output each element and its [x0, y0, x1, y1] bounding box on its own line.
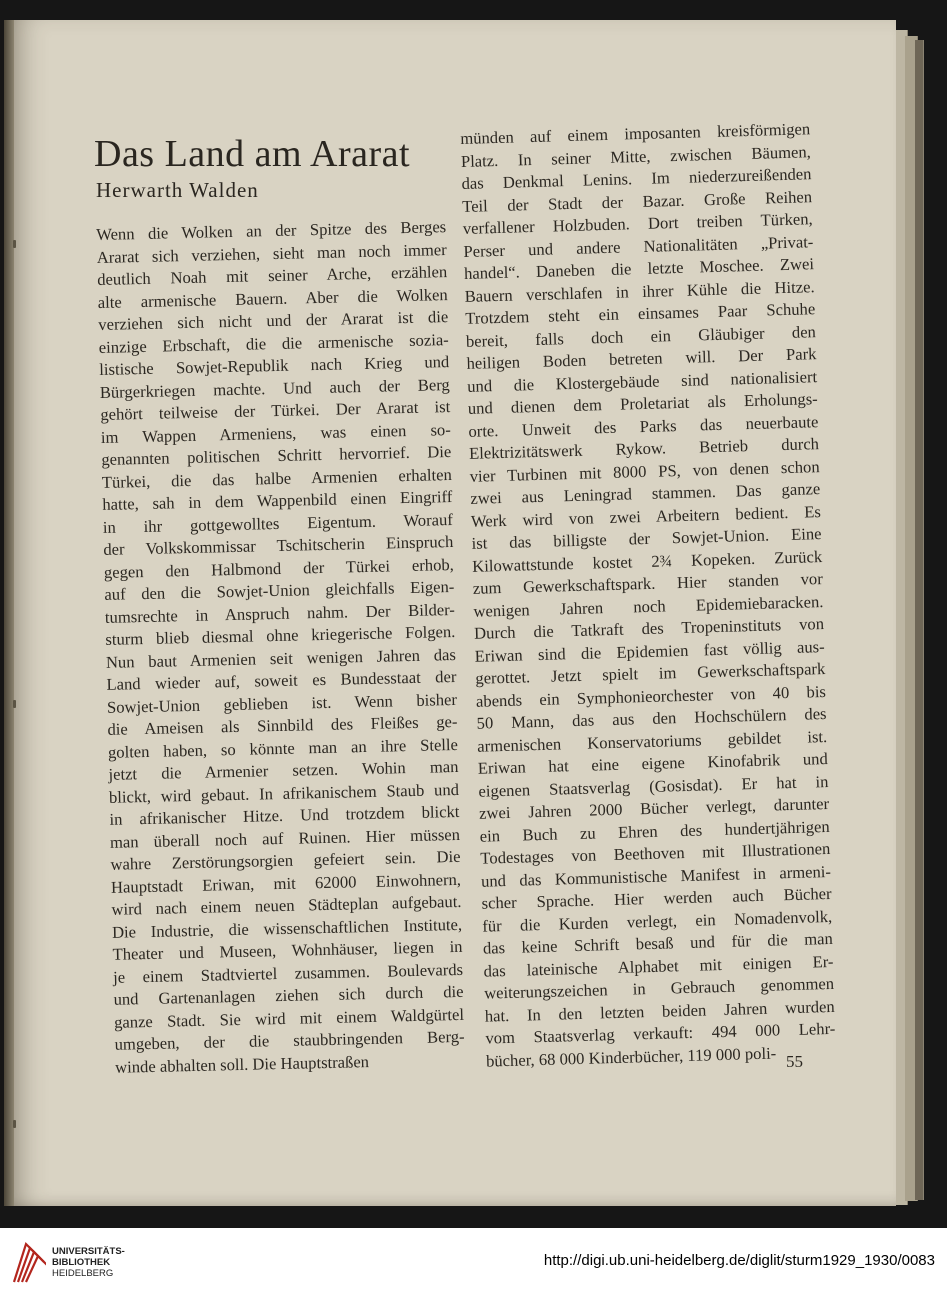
text-line: winde abhalten soll. Die Hauptstraßen: [114, 1051, 370, 1077]
text-line: Platz. In seiner Mitte, zwischen Bäumen,: [460, 141, 812, 171]
library-logo-text: [52, 1246, 125, 1279]
text-line: golten haben, so könnte man an ihre Stelle: [107, 734, 459, 762]
text-line: das lateinische Alphabet mit einigen Er-: [483, 951, 834, 981]
text-line: und dienen dem Proletariat als Erholungs-: [467, 389, 818, 418]
text-line: in ihr gottgewolltes Eigentum. Worauf: [102, 509, 453, 537]
text-line: eigenen Staatsverlag (Gosisdat). Er hat in: [478, 771, 829, 801]
text-line: zum Gewerkschaftspark. Hier standen vor: [472, 569, 823, 598]
text-line: gehört teilweise der Türkei. Der Ararat ist: [100, 397, 451, 424]
text-line: auf den die Sowjet-Union gleichfalls Eigen-: [104, 576, 455, 604]
text-line: jetzt die Armenier setzen. Wohin man: [108, 756, 459, 784]
text-line: verziehen sich nicht und der Ararat ist die: [98, 307, 449, 334]
text-line: Theater und Museen, Wohnhäuser, liegen in: [112, 936, 463, 964]
binding-stitch: [13, 700, 16, 708]
text-line: ist das billigste der Sowjet-Union. Eine: [471, 524, 822, 553]
text-line: und das Kommunistische Manifest in armeni-: [480, 861, 832, 891]
text-line: in afrikanischer Hitze. Und trotzdem blickt: [109, 801, 460, 829]
text-line: Ararat sich verziehen, sieht man noch immer: [96, 239, 447, 267]
text-line: genannten politischen Schritt hervorrief. Die: [101, 442, 452, 469]
source-url-link[interactable]: http://digi.ub.uni-heidelberg.de/diglit/sturm1929_1930/0083: [543, 1252, 935, 1269]
text-line: Todestages von Beethoven mit Illustrationen: [480, 838, 831, 868]
text-column-right: [460, 118, 836, 1072]
text-line: Perser und andere Nationalitäten „Privat-: [463, 231, 814, 261]
text-line: Trotzdem steht ein einsames Paar Schuhe: [465, 299, 816, 328]
text-line: vier Turbinen mit 8000 PS, von denen schon: [469, 456, 820, 486]
text-line: münden auf einem imposanten kreisförmigen: [460, 119, 811, 148]
page-number: 55: [786, 1052, 803, 1071]
text-line: gerottet. Jetzt spielt im Gewerkschaftspark: [475, 659, 826, 688]
text-line: zwei aus Leningrad stammen. Das ganze: [470, 479, 821, 508]
text-line: wahre Zerstörungsorgien gefeiert sein. Die: [110, 846, 461, 874]
text-line: Wenn die Wolken an der Spitze des Berges: [96, 217, 447, 244]
text-line: der Volkskommissar Tschitscherin Einspruch: [103, 531, 454, 559]
text-line: Bauern verschlafen in ihrer Kühle die Hitze.: [464, 276, 815, 306]
university-logo-icon: [12, 1238, 46, 1286]
text-line: wird nach einem neuen Städteplan aufgebaut.: [111, 891, 462, 919]
text-line: Nun baut Armenien seit wenigen Jahren das: [105, 644, 457, 672]
text-line: Die Industrie, die wissenschaftlichen Institute,: [111, 914, 463, 942]
binding-stitch: [13, 1120, 16, 1128]
page-edge: [915, 40, 924, 1200]
text-line: 50 Mann, das aus den Hochschülern des: [476, 703, 827, 733]
text-line: Durch die Tatkraft des Tropeninstituts von: [473, 614, 825, 643]
text-line: Sowjet-Union geblieben ist. Wenn bisher: [106, 689, 458, 717]
text-line: zwei Jahren 2000 Bücher verlegt, darunter: [478, 793, 830, 823]
article-title: Das Land am Ararat: [94, 133, 411, 175]
text-line: armenischen Konservatoriums gebildet ist.: [476, 726, 828, 756]
text-line: und Gartenanlagen ziehen sich durch die: [113, 981, 464, 1009]
text-line: heiligen Boden betreten will. Der Park: [466, 344, 817, 373]
text-line: Kilowattstunde kostet 2¾ Kopeken. Zurück: [471, 546, 823, 576]
text-line: bereit, falls doch ein Gläubiger den: [465, 321, 817, 351]
text-line: im Wappen Armeniens, was einen so-: [100, 419, 451, 447]
text-line: scher Sprache. Hier werden auch Bücher: [481, 883, 832, 913]
text-line: blickt, wird gebaut. In afrikanischem Staub und: [108, 779, 460, 807]
text-line: handel“. Daneben die letzte Moschee. Zwei: [463, 254, 815, 283]
logo-line: BIBLIOTHEK: [52, 1257, 111, 1268]
text-line: für die Kurden verlegt, ein Nomadenvolk,: [482, 906, 833, 936]
text-line: Türkei, die das halbe Armenien erhalten: [101, 464, 452, 492]
text-line: verfallener Holzbuden. Dort treiben Türken,: [462, 209, 813, 238]
text-line: man überall noch auf Ruinen. Hier müssen: [109, 824, 461, 852]
text-line: Eriwan hat eine eigene Kinofabrik und: [477, 748, 829, 778]
text-line: das keine Schrift besaß und für die man: [482, 928, 834, 958]
binding-stitch: [13, 240, 16, 248]
text-line: Bürgerkriegen machte. Und auch der Berg: [99, 374, 450, 402]
text-line: listische Sowjet-Republik nach Krieg und: [99, 352, 450, 379]
text-line: gegen den Halbmond der Türkei erhob,: [103, 554, 455, 582]
text-line: ganze Stadt. Sie wird mit einem Waldgürtel: [113, 1004, 465, 1032]
text-line: umgeben, der die staubbringenden Berg-: [114, 1026, 465, 1054]
text-line: sturm blieb diesmal ohne kriegerische Folgen.: [105, 621, 456, 649]
text-line: Land wieder auf, soweit es Bundesstaat der: [106, 666, 457, 694]
text-line: hat. In den letzten beiden Jahren wurden: [484, 996, 835, 1026]
text-line: Teil der Stadt der Bazar. Große Reihen: [461, 186, 813, 216]
text-line: Werk wird von zwei Arbeitern bedient. Es: [470, 501, 822, 531]
text-line: einzige Erbschaft, die die armenische sozia-: [98, 329, 449, 357]
logo-line: HEIDELBERG: [52, 1268, 114, 1279]
logo-line: UNIVERSITÄTS-: [52, 1246, 125, 1257]
text-line: je einem Stadtviertel zusammen. Boulevards: [112, 959, 464, 987]
viewer-footer: [0, 1228, 947, 1297]
text-line: deutlich Noah mit seiner Arche, erzählen: [97, 262, 448, 289]
text-line: die Ameisen als Sinnbild des Fleißes ge-: [107, 711, 458, 739]
book-gutter: [4, 20, 14, 1206]
text-line: vom Staatsverlag verkauft: 494 000 Lehr-: [485, 1018, 836, 1048]
text-line: tumsrechte in Anspruch nahm. Der Bilder-: [104, 599, 456, 627]
text-line: bücher, 68 000 Kinderbücher, 119 000 poli-: [485, 1043, 777, 1071]
article-author: Herwarth Walden: [96, 178, 259, 202]
text-line: weiterungszeichen in Gebrauch genommen: [483, 973, 835, 1003]
text-line: Elektrizitätswerk Rykow. Betrieb durch: [468, 434, 820, 463]
text-line: alte armenische Bauern. Aber die Wolken: [97, 284, 448, 312]
text-line: abends ein Symphonieorchester von 40 bis: [475, 681, 827, 711]
text-line: das Denkmal Lenins. Im niederzureißenden: [461, 164, 812, 193]
text-column-left: [96, 216, 465, 1079]
text-line: ein Buch zu Ehren des hundertjährigen: [479, 816, 830, 846]
text-line: hatte, sah in dem Wappenbild einen Eingriff: [102, 486, 453, 514]
text-line: Eriwan sind die Epidemien fast völlig aus-: [474, 636, 825, 666]
text-line: orte. Unweit des Parks das neuerbaute: [468, 411, 819, 441]
text-line: wenigen Jahren noch Epidemiebaracken.: [473, 591, 824, 621]
text-line: und die Klostergebäude sind nationalisiert: [466, 366, 818, 396]
text-line: Hauptstadt Eriwan, mit 62000 Einwohnern,: [110, 869, 462, 897]
